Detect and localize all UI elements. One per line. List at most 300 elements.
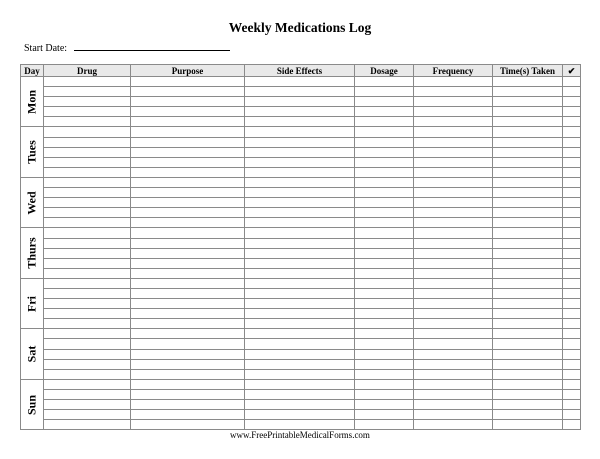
dosage-cell[interactable]	[355, 188, 414, 198]
side-effects-cell[interactable]	[245, 339, 355, 349]
start-date-field	[24, 41, 230, 54]
side-effects-cell[interactable]	[245, 329, 355, 339]
side-effects-cell[interactable]	[245, 188, 355, 198]
dosage-cell[interactable]	[355, 389, 414, 399]
times-taken-cell[interactable]	[493, 208, 563, 218]
purpose-cell[interactable]	[131, 420, 245, 430]
drug-cell[interactable]	[44, 288, 131, 298]
purpose-cell[interactable]	[131, 117, 245, 127]
purpose-cell[interactable]	[131, 278, 245, 288]
table-row	[21, 87, 581, 97]
drug-cell[interactable]	[44, 389, 131, 399]
frequency-cell[interactable]	[414, 167, 493, 177]
column-header-purpose: Purpose	[131, 65, 245, 77]
check-cell[interactable]	[563, 177, 581, 187]
dosage-cell[interactable]	[355, 167, 414, 177]
purpose-cell[interactable]	[131, 87, 245, 97]
purpose-cell[interactable]	[131, 147, 245, 157]
check-cell[interactable]	[563, 278, 581, 288]
frequency-cell[interactable]	[414, 369, 493, 379]
side-effects-cell[interactable]	[245, 248, 355, 258]
start-date-input[interactable]	[74, 41, 230, 51]
table-row	[21, 218, 581, 228]
table-row	[21, 278, 581, 288]
dosage-cell[interactable]	[355, 420, 414, 430]
check-cell[interactable]	[563, 87, 581, 97]
purpose-cell[interactable]	[131, 107, 245, 117]
frequency-cell[interactable]	[414, 177, 493, 187]
side-effects-cell[interactable]	[245, 77, 355, 87]
drug-cell[interactable]	[44, 127, 131, 137]
frequency-cell[interactable]	[414, 188, 493, 198]
dosage-cell[interactable]	[355, 127, 414, 137]
purpose-cell[interactable]	[131, 208, 245, 218]
log-body	[21, 77, 581, 430]
dosage-cell[interactable]	[355, 177, 414, 187]
frequency-cell[interactable]	[414, 228, 493, 238]
dosage-cell[interactable]	[355, 349, 414, 359]
dosage-cell[interactable]	[355, 107, 414, 117]
table-row	[21, 157, 581, 167]
frequency-cell[interactable]	[414, 117, 493, 127]
side-effects-cell[interactable]	[245, 258, 355, 268]
check-cell[interactable]	[563, 359, 581, 369]
frequency-cell[interactable]	[414, 238, 493, 248]
purpose-cell[interactable]	[131, 329, 245, 339]
check-cell[interactable]	[563, 420, 581, 430]
frequency-cell[interactable]	[414, 319, 493, 329]
side-effects-cell[interactable]	[245, 177, 355, 187]
times-taken-cell[interactable]	[493, 379, 563, 389]
drug-cell[interactable]	[44, 137, 131, 147]
check-cell[interactable]	[563, 248, 581, 258]
side-effects-cell[interactable]	[245, 137, 355, 147]
times-taken-cell[interactable]	[493, 218, 563, 228]
check-cell[interactable]	[563, 157, 581, 167]
times-taken-cell[interactable]	[493, 258, 563, 268]
dosage-cell[interactable]	[355, 299, 414, 309]
side-effects-cell[interactable]	[245, 359, 355, 369]
table-row	[21, 198, 581, 208]
column-header-side-effects: Side Effects	[245, 65, 355, 77]
check-cell[interactable]	[563, 369, 581, 379]
purpose-cell[interactable]	[131, 349, 245, 359]
times-taken-cell[interactable]	[493, 238, 563, 248]
purpose-cell[interactable]	[131, 299, 245, 309]
frequency-cell[interactable]	[414, 379, 493, 389]
purpose-cell[interactable]	[131, 410, 245, 420]
side-effects-cell[interactable]	[245, 379, 355, 389]
dosage-cell[interactable]	[355, 157, 414, 167]
times-taken-cell[interactable]	[493, 198, 563, 208]
column-header-times-taken: Time(s) Taken	[493, 65, 563, 77]
drug-cell[interactable]	[44, 208, 131, 218]
check-cell[interactable]	[563, 379, 581, 389]
side-effects-cell[interactable]	[245, 87, 355, 97]
header-row	[21, 65, 581, 77]
table-row	[21, 329, 581, 339]
table-row	[21, 349, 581, 359]
purpose-cell[interactable]	[131, 167, 245, 177]
table-row	[21, 97, 581, 107]
table-row	[21, 389, 581, 399]
side-effects-cell[interactable]	[245, 147, 355, 157]
dosage-cell[interactable]	[355, 339, 414, 349]
purpose-cell[interactable]	[131, 369, 245, 379]
drug-cell[interactable]	[44, 420, 131, 430]
table-row	[21, 309, 581, 319]
side-effects-cell[interactable]	[245, 238, 355, 248]
side-effects-cell[interactable]	[245, 400, 355, 410]
table-row	[21, 117, 581, 127]
drug-cell[interactable]	[44, 177, 131, 187]
check-cell[interactable]	[563, 349, 581, 359]
purpose-cell[interactable]	[131, 309, 245, 319]
times-taken-cell[interactable]	[493, 248, 563, 258]
check-cell[interactable]	[563, 288, 581, 298]
form-title: Weekly Medications Log	[228, 20, 372, 35]
table-row	[21, 127, 581, 137]
drug-cell[interactable]	[44, 400, 131, 410]
purpose-cell[interactable]	[131, 97, 245, 107]
check-cell[interactable]	[563, 329, 581, 339]
drug-cell[interactable]	[44, 278, 131, 288]
dosage-cell[interactable]	[355, 319, 414, 329]
drug-cell[interactable]	[44, 349, 131, 359]
purpose-cell[interactable]	[131, 157, 245, 167]
side-effects-cell[interactable]	[245, 107, 355, 117]
dosage-cell[interactable]	[355, 379, 414, 389]
check-cell[interactable]	[563, 258, 581, 268]
drug-cell[interactable]	[44, 359, 131, 369]
side-effects-cell[interactable]	[245, 349, 355, 359]
day-label: Fri	[24, 295, 39, 312]
table-row	[21, 177, 581, 187]
frequency-cell[interactable]	[414, 218, 493, 228]
dosage-cell[interactable]	[355, 268, 414, 278]
table-row	[21, 379, 581, 389]
drug-cell[interactable]	[44, 309, 131, 319]
dosage-cell[interactable]	[355, 359, 414, 369]
side-effects-cell[interactable]	[245, 268, 355, 278]
table-row	[21, 77, 581, 87]
times-taken-cell[interactable]	[493, 137, 563, 147]
frequency-cell[interactable]	[414, 359, 493, 369]
drug-cell[interactable]	[44, 147, 131, 157]
drug-cell[interactable]	[44, 188, 131, 198]
dosage-cell[interactable]	[355, 198, 414, 208]
purpose-cell[interactable]	[131, 188, 245, 198]
drug-cell[interactable]	[44, 107, 131, 117]
times-taken-cell[interactable]	[493, 228, 563, 238]
check-cell[interactable]	[563, 117, 581, 127]
times-taken-cell[interactable]	[493, 188, 563, 198]
table-row	[21, 400, 581, 410]
frequency-cell[interactable]	[414, 309, 493, 319]
table-row	[21, 258, 581, 268]
purpose-cell[interactable]	[131, 248, 245, 258]
purpose-cell[interactable]	[131, 137, 245, 147]
table-row	[21, 137, 581, 147]
purpose-cell[interactable]	[131, 359, 245, 369]
drug-cell[interactable]	[44, 299, 131, 309]
frequency-cell[interactable]	[414, 258, 493, 268]
table-row	[21, 299, 581, 309]
frequency-cell[interactable]	[414, 400, 493, 410]
check-cell[interactable]	[563, 400, 581, 410]
times-taken-cell[interactable]	[493, 329, 563, 339]
side-effects-cell[interactable]	[245, 208, 355, 218]
drug-cell[interactable]	[44, 268, 131, 278]
dosage-cell[interactable]	[355, 400, 414, 410]
dosage-cell[interactable]	[355, 278, 414, 288]
start-date-label: Start Date:	[24, 43, 68, 54]
table-row	[21, 208, 581, 218]
dosage-cell[interactable]	[355, 238, 414, 248]
check-cell[interactable]	[563, 218, 581, 228]
side-effects-cell[interactable]	[245, 420, 355, 430]
side-effects-cell[interactable]	[245, 319, 355, 329]
dosage-cell[interactable]	[355, 117, 414, 127]
purpose-cell[interactable]	[131, 339, 245, 349]
check-cell[interactable]	[563, 410, 581, 420]
frequency-cell[interactable]	[414, 87, 493, 97]
drug-cell[interactable]	[44, 167, 131, 177]
dosage-cell[interactable]	[355, 369, 414, 379]
dosage-cell[interactable]	[355, 309, 414, 319]
table-row	[21, 188, 581, 198]
purpose-cell[interactable]	[131, 400, 245, 410]
check-cell[interactable]	[563, 238, 581, 248]
check-cell[interactable]	[563, 188, 581, 198]
times-taken-cell[interactable]	[493, 420, 563, 430]
side-effects-cell[interactable]	[245, 299, 355, 309]
table-row	[21, 369, 581, 379]
dosage-cell[interactable]	[355, 410, 414, 420]
frequency-cell[interactable]	[414, 278, 493, 288]
frequency-cell[interactable]	[414, 157, 493, 167]
drug-cell[interactable]	[44, 248, 131, 258]
times-taken-cell[interactable]	[493, 288, 563, 298]
side-effects-cell[interactable]	[245, 288, 355, 298]
side-effects-cell[interactable]	[245, 228, 355, 238]
dosage-cell[interactable]	[355, 147, 414, 157]
side-effects-cell[interactable]	[245, 117, 355, 127]
table-row	[21, 167, 581, 177]
side-effects-cell[interactable]	[245, 278, 355, 288]
check-cell[interactable]	[563, 309, 581, 319]
check-cell[interactable]	[563, 127, 581, 137]
table-row	[21, 248, 581, 258]
frequency-cell[interactable]	[414, 198, 493, 208]
drug-cell[interactable]	[44, 369, 131, 379]
purpose-cell[interactable]	[131, 218, 245, 228]
column-header-day: Day	[21, 65, 44, 77]
times-taken-cell[interactable]	[493, 167, 563, 177]
drug-cell[interactable]	[44, 198, 131, 208]
column-header-frequency: Frequency	[414, 65, 493, 77]
times-taken-cell[interactable]	[493, 359, 563, 369]
purpose-cell[interactable]	[131, 77, 245, 87]
purpose-cell[interactable]	[131, 258, 245, 268]
drug-cell[interactable]	[44, 228, 131, 238]
frequency-cell[interactable]	[414, 77, 493, 87]
check-cell[interactable]	[563, 77, 581, 87]
side-effects-cell[interactable]	[245, 97, 355, 107]
drug-cell[interactable]	[44, 157, 131, 167]
day-label: Tues	[24, 140, 39, 164]
dosage-cell[interactable]	[355, 248, 414, 258]
side-effects-cell[interactable]	[245, 389, 355, 399]
check-cell[interactable]	[563, 339, 581, 349]
day-cell	[21, 329, 44, 379]
dosage-cell[interactable]	[355, 218, 414, 228]
day-label: Wed	[24, 191, 39, 215]
drug-cell[interactable]	[44, 238, 131, 248]
times-taken-cell[interactable]	[493, 117, 563, 127]
day-cell	[21, 228, 44, 278]
day-label: Sun	[24, 394, 39, 415]
frequency-cell[interactable]	[414, 137, 493, 147]
times-taken-cell[interactable]	[493, 410, 563, 420]
drug-cell[interactable]	[44, 117, 131, 127]
check-cell[interactable]	[563, 167, 581, 177]
side-effects-cell[interactable]	[245, 369, 355, 379]
purpose-cell[interactable]	[131, 379, 245, 389]
check-cell[interactable]	[563, 389, 581, 399]
table-row	[21, 288, 581, 298]
frequency-cell[interactable]	[414, 349, 493, 359]
frequency-cell[interactable]	[414, 147, 493, 157]
times-taken-cell[interactable]	[493, 278, 563, 288]
times-taken-cell[interactable]	[493, 147, 563, 157]
frequency-cell[interactable]	[414, 208, 493, 218]
drug-cell[interactable]	[44, 77, 131, 87]
day-label: Thurs	[24, 237, 39, 269]
check-cell[interactable]	[563, 137, 581, 147]
table-row	[21, 238, 581, 248]
dosage-cell[interactable]	[355, 329, 414, 339]
times-taken-cell[interactable]	[493, 77, 563, 87]
frequency-cell[interactable]	[414, 248, 493, 258]
dosage-cell[interactable]	[355, 228, 414, 238]
times-taken-cell[interactable]	[493, 157, 563, 167]
times-taken-cell[interactable]	[493, 87, 563, 97]
drug-cell[interactable]	[44, 410, 131, 420]
drug-cell[interactable]	[44, 87, 131, 97]
purpose-cell[interactable]	[131, 127, 245, 137]
frequency-cell[interactable]	[414, 268, 493, 278]
dosage-cell[interactable]	[355, 137, 414, 147]
drug-cell[interactable]	[44, 379, 131, 389]
check-cell[interactable]	[563, 268, 581, 278]
frequency-cell[interactable]	[414, 299, 493, 309]
purpose-cell[interactable]	[131, 228, 245, 238]
day-cell	[21, 77, 44, 127]
frequency-cell[interactable]	[414, 127, 493, 137]
times-taken-cell[interactable]	[493, 177, 563, 187]
dosage-cell[interactable]	[355, 97, 414, 107]
check-cell[interactable]	[563, 208, 581, 218]
drug-cell[interactable]	[44, 329, 131, 339]
side-effects-cell[interactable]	[245, 410, 355, 420]
dosage-cell[interactable]	[355, 258, 414, 268]
check-cell[interactable]	[563, 319, 581, 329]
purpose-cell[interactable]	[131, 238, 245, 248]
side-effects-cell[interactable]	[245, 309, 355, 319]
times-taken-cell[interactable]	[493, 107, 563, 117]
purpose-cell[interactable]	[131, 288, 245, 298]
times-taken-cell[interactable]	[493, 339, 563, 349]
frequency-cell[interactable]	[414, 107, 493, 117]
purpose-cell[interactable]	[131, 319, 245, 329]
frequency-cell[interactable]	[414, 389, 493, 399]
table-row	[21, 339, 581, 349]
purpose-cell[interactable]	[131, 268, 245, 278]
times-taken-cell[interactable]	[493, 369, 563, 379]
check-cell[interactable]	[563, 107, 581, 117]
times-taken-cell[interactable]	[493, 400, 563, 410]
dosage-cell[interactable]	[355, 77, 414, 87]
side-effects-cell[interactable]	[245, 218, 355, 228]
times-taken-cell[interactable]	[493, 309, 563, 319]
table-row	[21, 268, 581, 278]
drug-cell[interactable]	[44, 258, 131, 268]
purpose-cell[interactable]	[131, 389, 245, 399]
purpose-cell[interactable]	[131, 177, 245, 187]
dosage-cell[interactable]	[355, 288, 414, 298]
times-taken-cell[interactable]	[493, 299, 563, 309]
dosage-cell[interactable]	[355, 87, 414, 97]
table-row	[21, 410, 581, 420]
drug-cell[interactable]	[44, 97, 131, 107]
day-cell	[21, 177, 44, 227]
check-cell[interactable]	[563, 299, 581, 309]
frequency-cell[interactable]	[414, 329, 493, 339]
side-effects-cell[interactable]	[245, 198, 355, 208]
times-taken-cell[interactable]	[493, 127, 563, 137]
frequency-cell[interactable]	[414, 288, 493, 298]
frequency-cell[interactable]	[414, 339, 493, 349]
side-effects-cell[interactable]	[245, 157, 355, 167]
check-cell[interactable]	[563, 198, 581, 208]
frequency-cell[interactable]	[414, 97, 493, 107]
check-cell[interactable]	[563, 97, 581, 107]
drug-cell[interactable]	[44, 319, 131, 329]
times-taken-cell[interactable]	[493, 319, 563, 329]
column-header-check-icon: ✔	[563, 65, 581, 77]
side-effects-cell[interactable]	[245, 167, 355, 177]
times-taken-cell[interactable]	[493, 389, 563, 399]
day-label: Sat	[24, 345, 39, 363]
times-taken-cell[interactable]	[493, 97, 563, 107]
check-cell[interactable]	[563, 147, 581, 157]
check-cell[interactable]	[563, 228, 581, 238]
day-cell	[21, 127, 44, 177]
drug-cell[interactable]	[44, 339, 131, 349]
drug-cell[interactable]	[44, 218, 131, 228]
dosage-cell[interactable]	[355, 208, 414, 218]
times-taken-cell[interactable]	[493, 268, 563, 278]
side-effects-cell[interactable]	[245, 127, 355, 137]
purpose-cell[interactable]	[131, 198, 245, 208]
frequency-cell[interactable]	[414, 410, 493, 420]
medications-log-table	[20, 64, 581, 430]
table-row	[21, 147, 581, 157]
times-taken-cell[interactable]	[493, 349, 563, 359]
frequency-cell[interactable]	[414, 420, 493, 430]
day-cell	[21, 379, 44, 429]
